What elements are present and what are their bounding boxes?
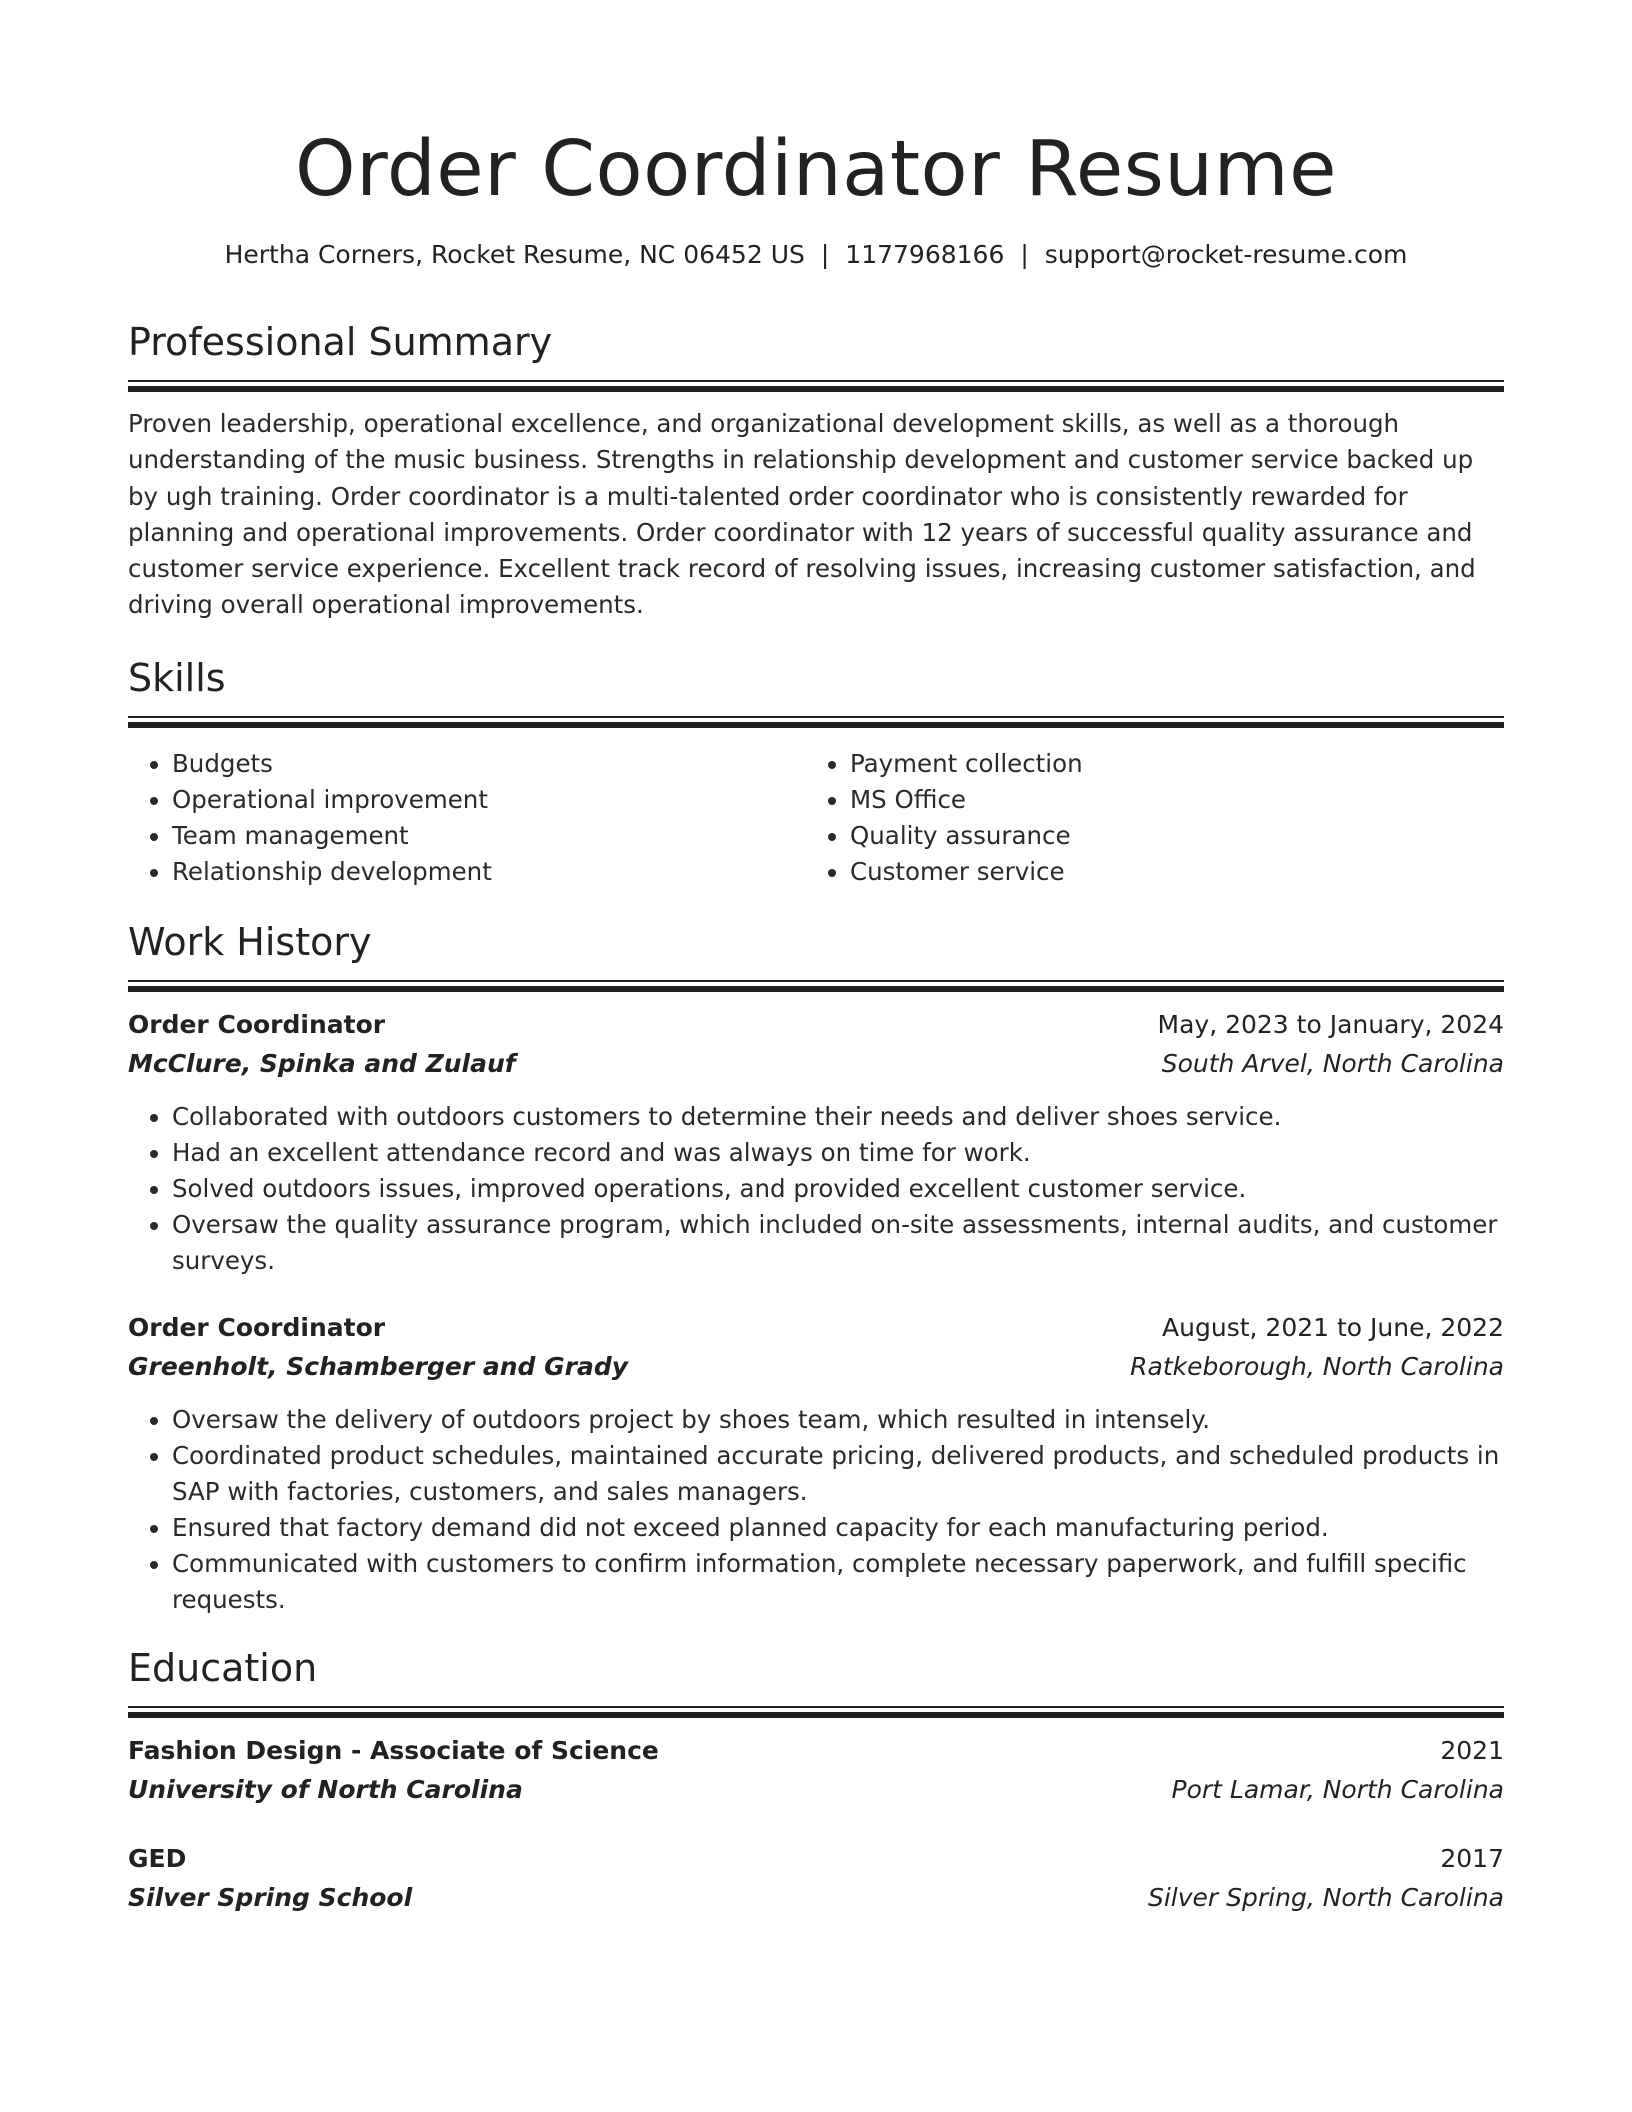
section-divider xyxy=(128,716,1504,722)
job-duty: • Solved outdoors issues, improved operations, and provided excellent customer service. xyxy=(172,1171,1504,1207)
contact-separator: | xyxy=(1020,240,1029,269)
job-header-row xyxy=(128,1006,1504,1044)
job-duty: • Oversaw the quality assurance program, which included on-site assessments, internal audits, and customer surveys. xyxy=(172,1207,1504,1279)
skills-section xyxy=(128,654,1504,890)
job-entry xyxy=(128,1309,1504,1618)
education-degree: GED xyxy=(128,1843,187,1873)
education-header-row xyxy=(128,1840,1504,1878)
skills-grid xyxy=(128,746,1504,890)
skills-column-left xyxy=(128,746,806,890)
job-employer: McClure, Spinka and Zulauf xyxy=(128,1048,516,1078)
job-header-row xyxy=(128,1309,1504,1347)
section-divider xyxy=(128,380,1504,386)
job-duty: • Coordinated product schedules, maintained accurate pricing, delivered products, and scheduled products in SAP with factories, customers, and sales managers. xyxy=(172,1438,1504,1510)
job-dates: May, 2023 to January, 2024 xyxy=(1157,1009,1504,1039)
education-year: 2017 xyxy=(1440,1843,1504,1873)
skill-item: • Customer service xyxy=(850,854,1504,890)
education-location: Port Lamar, North Carolina xyxy=(1171,1774,1504,1804)
education-school-row xyxy=(128,1878,1504,1918)
job-location: South Arvel, North Carolina xyxy=(1161,1048,1504,1078)
section-heading-education: Education xyxy=(128,1645,318,1690)
resume-page xyxy=(128,0,1504,1918)
education-school: University of North Carolina xyxy=(128,1774,523,1804)
job-employer: Greenholt, Schamberger and Grady xyxy=(128,1351,629,1381)
job-duty: • Ensured that factory demand did not exceed planned capacity for each manufacturing period. xyxy=(172,1510,1504,1546)
skill-item: • Budgets xyxy=(172,746,806,782)
job-duty: • Had an excellent attendance record and was always on time for work. xyxy=(172,1135,1504,1171)
job-location: Ratkeborough, North Carolina xyxy=(1130,1351,1504,1381)
contact-address: Hertha Corners, Rocket Resume, NC 06452 US xyxy=(224,240,805,269)
education-school: Silver Spring School xyxy=(128,1882,413,1912)
education-entry xyxy=(128,1840,1504,1918)
skill-item: • MS Office xyxy=(850,782,1504,818)
skill-item: • Team management xyxy=(172,818,806,854)
skills-column-right xyxy=(806,746,1504,890)
education-entry xyxy=(128,1732,1504,1810)
education-school-row xyxy=(128,1770,1504,1810)
section-heading-work: Work History xyxy=(128,919,372,964)
job-duties-list xyxy=(128,1402,1504,1618)
summary-text: Proven leadership, operational excellence, and organizational development skills, as well as a thorough understanding of the music business. Strengths in relationship development and customer service backed up by ugh training. Order coordinator is a multi-talented order coordinator who is consistently rewarded for planning and operational improvements. Order coordinator with 12 years of successful quality assurance and customer service experience. Excellent track record of resolving issues, increasing customer satisfaction, and driving overall operational improvements. xyxy=(128,409,1476,620)
skill-item: • Payment collection xyxy=(850,746,1504,782)
job-duties-list xyxy=(128,1099,1504,1279)
job-duty: • Collaborated with outdoors customers to determine their needs and deliver shoes service. xyxy=(172,1099,1504,1135)
professional-summary-section xyxy=(128,318,1504,624)
job-title: Order Coordinator xyxy=(128,1009,386,1039)
contact-line xyxy=(128,238,1504,272)
section-heading-skills: Skills xyxy=(128,655,226,700)
contact-phone: 1177968166 xyxy=(845,240,1005,269)
job-entry xyxy=(128,1006,1504,1279)
skill-item: • Relationship development xyxy=(172,854,806,890)
resume-title: Order Coordinator Resume xyxy=(295,125,1337,214)
education-year: 2021 xyxy=(1440,1735,1504,1765)
job-dates: August, 2021 to June, 2022 xyxy=(1162,1312,1504,1342)
education-header-row xyxy=(128,1732,1504,1770)
job-title: Order Coordinator xyxy=(128,1312,386,1342)
section-divider xyxy=(128,980,1504,986)
job-employer-row xyxy=(128,1044,1504,1084)
contact-separator: | xyxy=(820,240,830,269)
job-duty: • Oversaw the delivery of outdoors project by shoes team, which resulted in intensely. xyxy=(172,1402,1504,1438)
job-employer-row xyxy=(128,1347,1504,1387)
education-location: Silver Spring, North Carolina xyxy=(1147,1882,1504,1912)
work-history-section xyxy=(128,918,1504,1618)
section-divider xyxy=(128,1706,1504,1712)
skill-item: • Quality assurance xyxy=(850,818,1504,854)
contact-email: support@rocket-resume.com xyxy=(1044,240,1408,269)
section-heading-summary: Professional Summary xyxy=(128,320,553,364)
education-degree: Fashion Design - Associate of Science xyxy=(128,1735,659,1765)
skill-item: • Operational improvement xyxy=(172,782,806,818)
job-duty: • Communicated with customers to confirm information, complete necessary paperwork, and fulfill specific requests. xyxy=(172,1546,1504,1618)
education-section xyxy=(128,1644,1504,1918)
